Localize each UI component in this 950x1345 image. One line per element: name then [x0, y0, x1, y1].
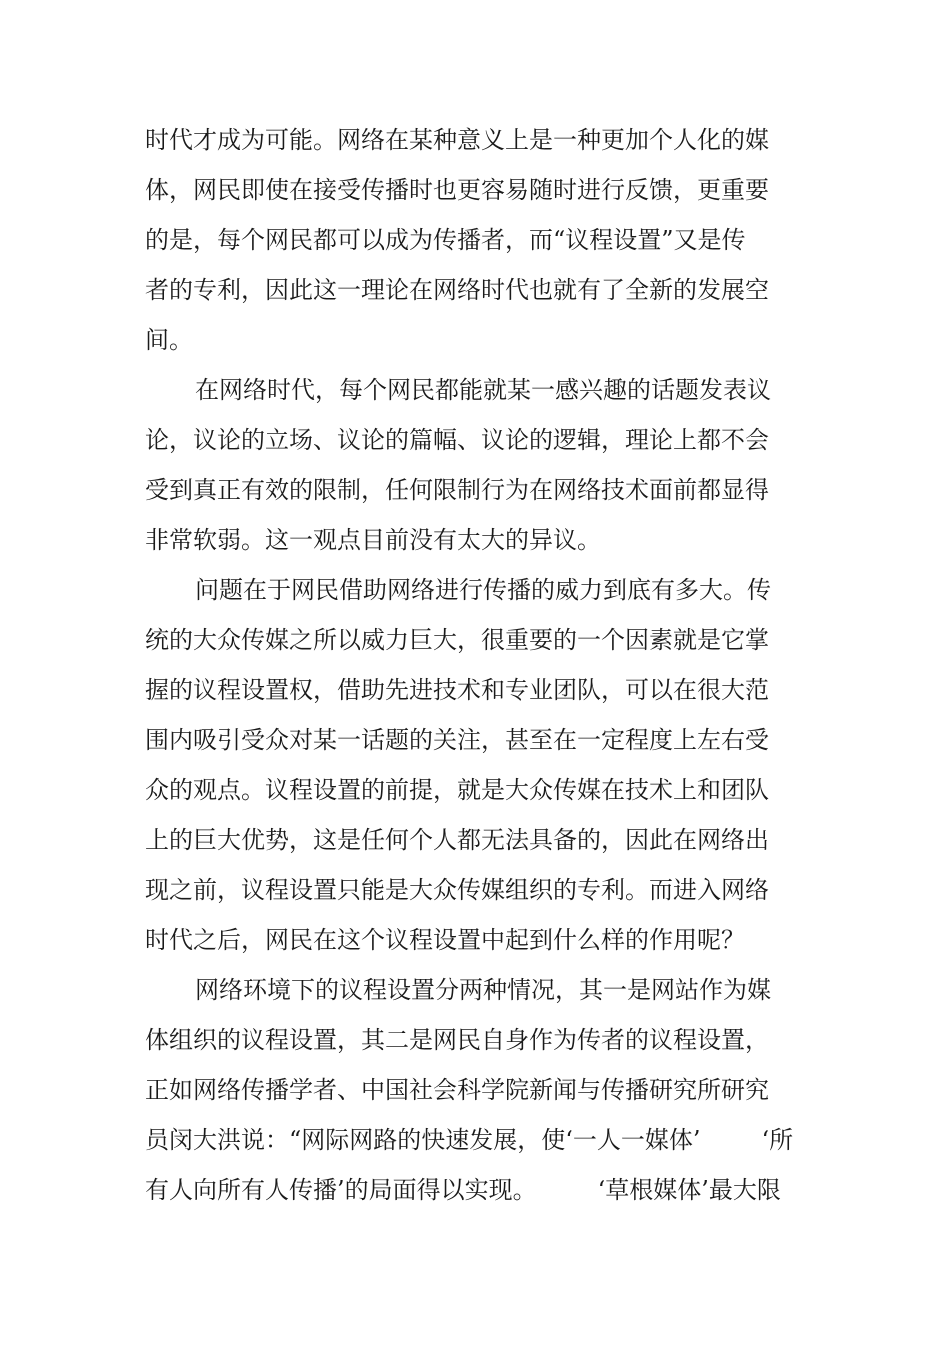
paragraph-line: 现之前，议程设置只能是大众传媒组织的专利。而进入网络: [145, 876, 769, 904]
paragraph-line: 统的大众传媒之所以威力巨大，很重要的一个因素就是它掌: [145, 626, 769, 654]
paragraph-line: 围内吸引受众对某一话题的关注，甚至在一定程度上左右受: [145, 726, 769, 754]
paragraph-line: 网络环境下的议程设置分两种情况，其一是网站作为媒: [195, 976, 771, 1004]
paragraph-line: 问题在于网民借助网络进行传播的威力到底有多大。传: [195, 576, 771, 604]
paragraph-line: 时代之后，网民在这个议程设置中起到什么样的作用呢？: [145, 926, 745, 954]
paragraph-line: 握的议程设置权，借助先进技术和专业团队，可以在很大范: [145, 676, 769, 704]
paragraph-line: 正如网络传播学者、中国社会科学院新闻与传播研究所研究: [145, 1076, 769, 1104]
paragraph-line: 众的观点。议程设置的前提，就是大众传媒在技术上和团队: [145, 776, 769, 804]
paragraph-line: 受到真正有效的限制，任何限制行为在网络技术面前都显得: [145, 476, 769, 504]
paragraph-line: 体，网民即使在接受传播时也更容易随时进行反馈，更重要: [145, 176, 769, 204]
paragraph-line: 时代才成为可能。网络在某种意义上是一种更加个人化的媒: [145, 126, 769, 154]
paragraph-line: 在网络时代，每个网民都能就某一感兴趣的话题发表议: [195, 376, 771, 404]
paragraph-line: 非常软弱。这一观点目前没有太大的异议。: [145, 526, 601, 554]
paragraph-line: 体组织的议程设置，其二是网民自身作为传者的议程设置，: [145, 1026, 769, 1054]
paragraph-line: 间。: [145, 326, 193, 354]
paragraph-line: 员闵大洪说：“网际网路的快速发展，使‘一人一媒体’ ‘所: [145, 1126, 794, 1154]
paragraph-line: 的是，每个网民都可以成为传播者，而“议程设置”又是传: [145, 226, 746, 254]
paragraph-line: 有人向所有人传播’的局面得以实现。 ‘草根媒体’最大限: [145, 1176, 781, 1204]
paragraph-line: 上的巨大优势，这是任何个人都无法具备的，因此在网络出: [145, 826, 769, 854]
paragraph-line: 者的专利，因此这一理论在网络时代也就有了全新的发展空: [145, 276, 769, 304]
paragraph-line: 论，议论的立场、议论的篇幅、议论的逻辑，理论上都不会: [145, 426, 769, 454]
